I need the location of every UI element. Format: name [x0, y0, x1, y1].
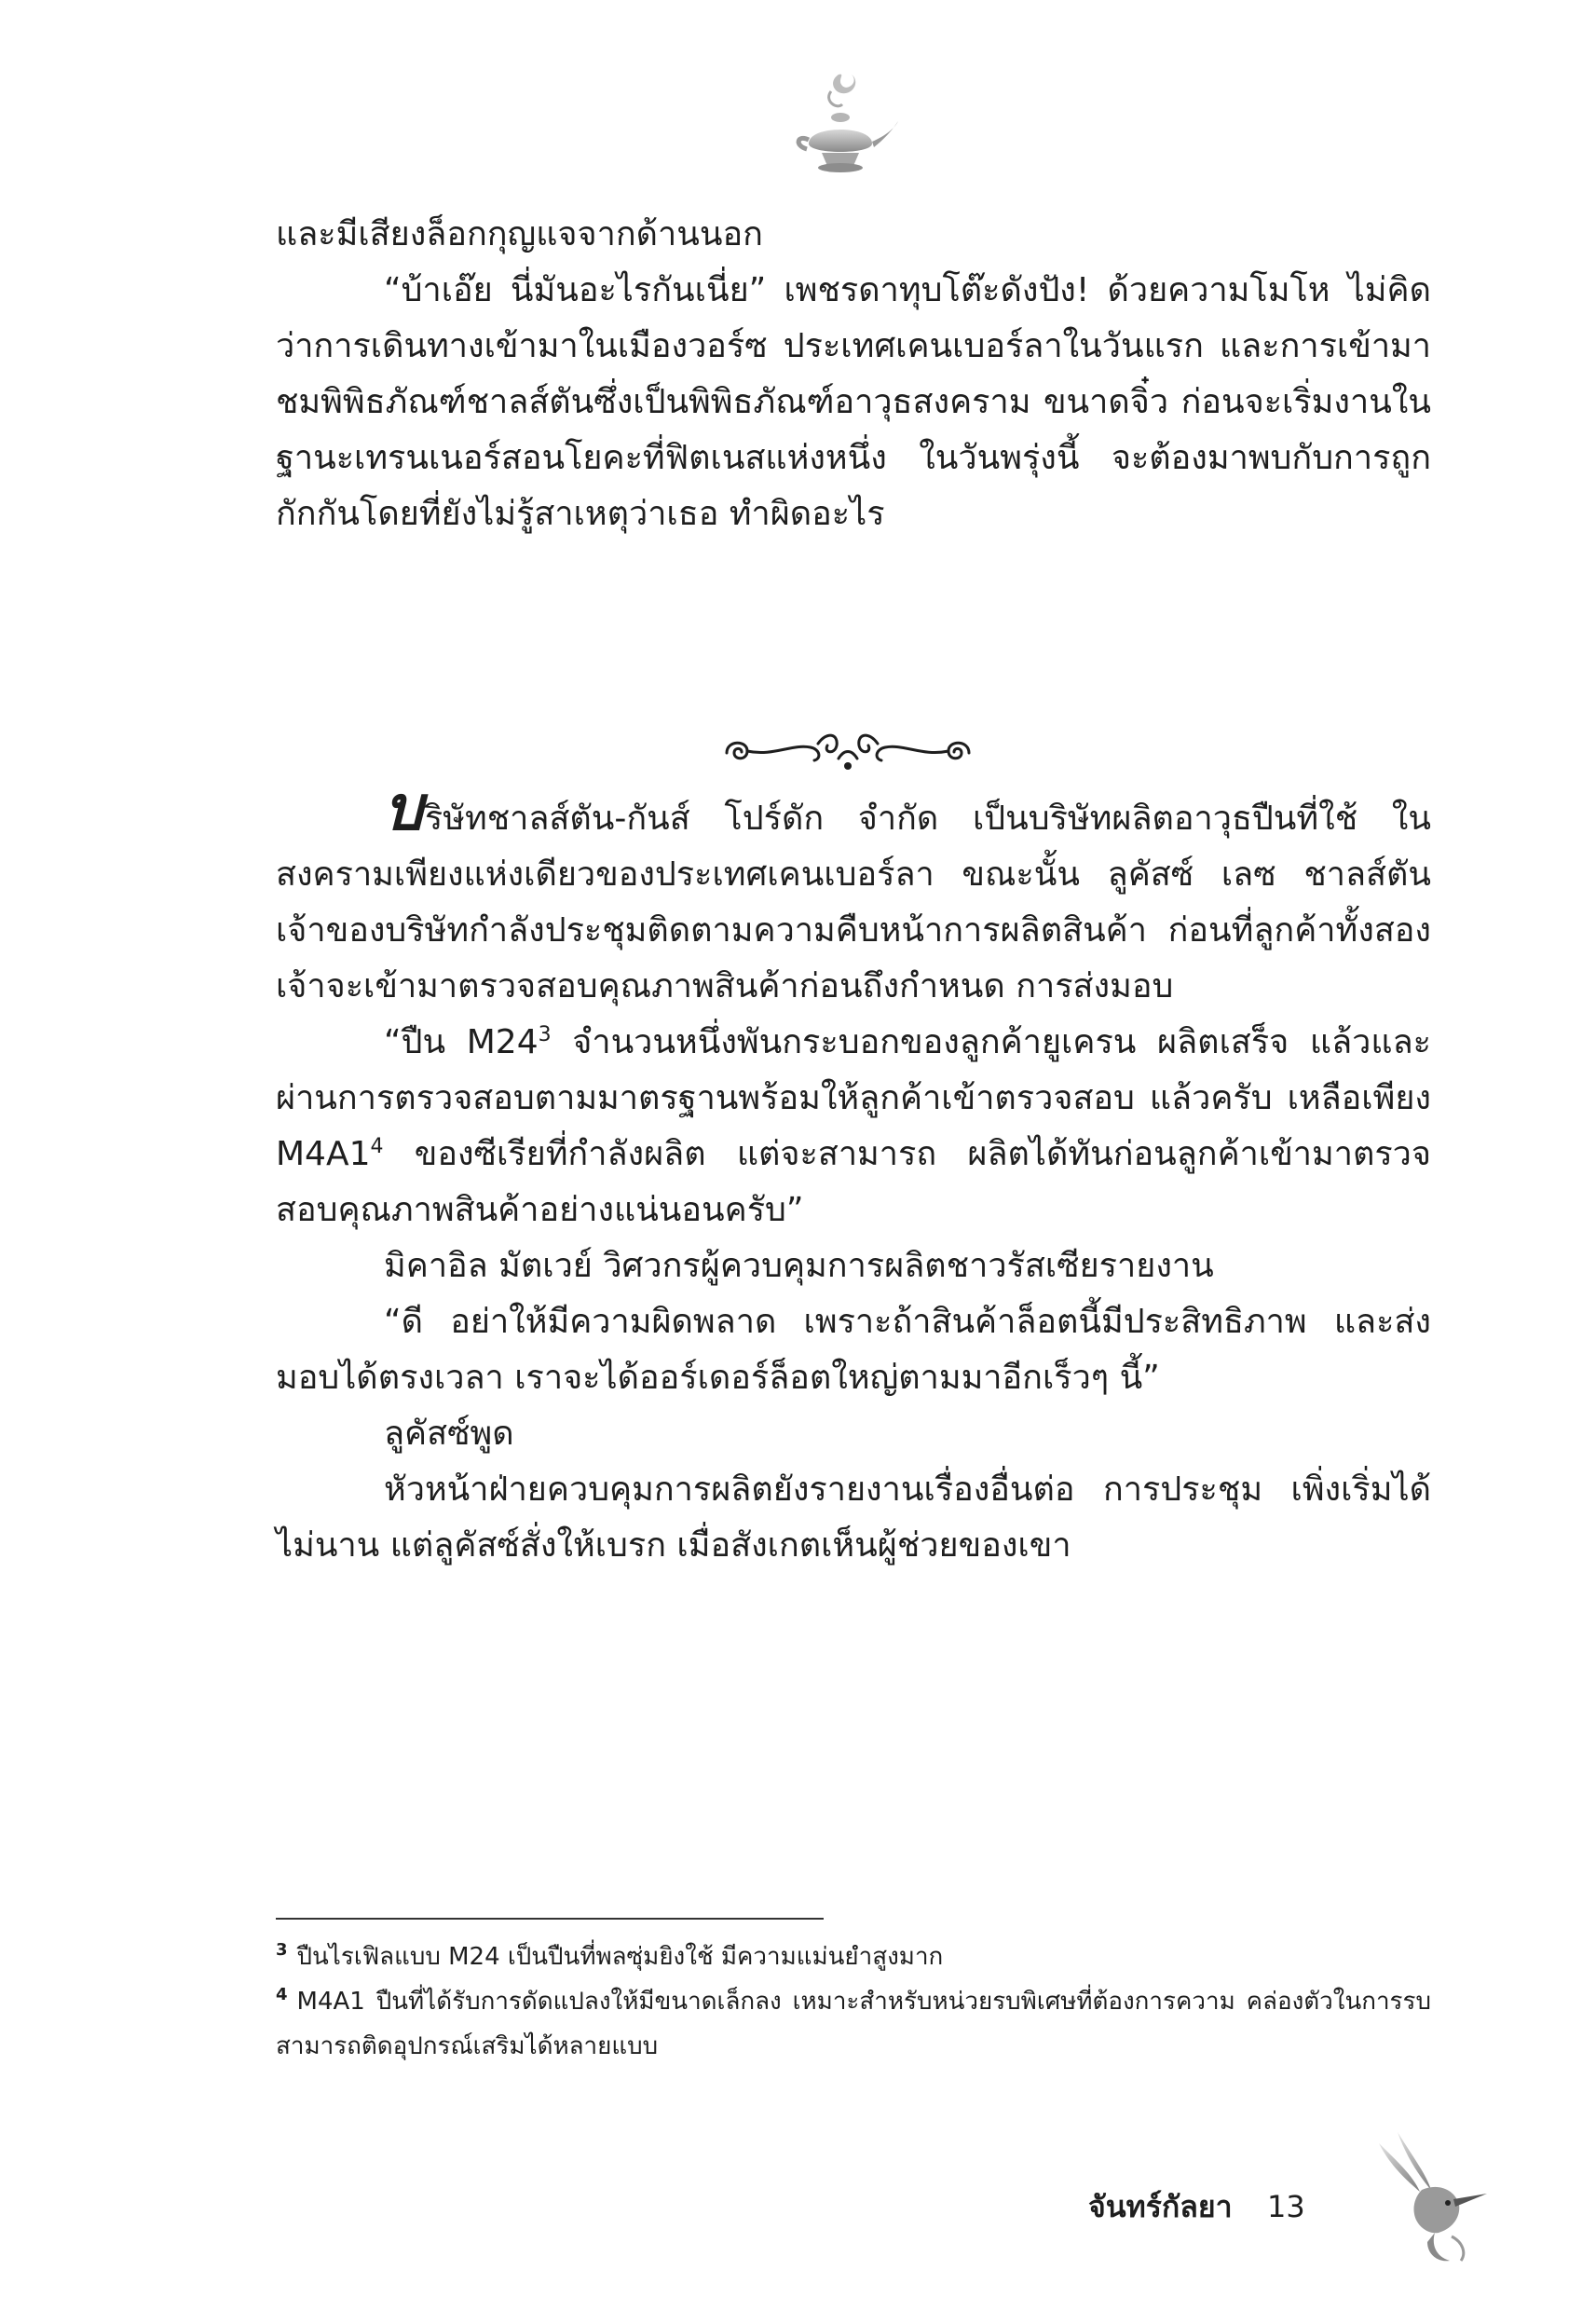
- paragraph: หัวหน้าฝ่ายควบคุมการผลิตยังรายงานเรื่องอื่นต่อ การประชุม เพิ่งเริ่มได้ไม่นาน แต่ลูคัสซ์สั่งให้เบรก เมื่อสังเกตเห็นผู้ช่วยของเขา: [276, 1470, 1431, 1565]
- paragraph-text: ริษัทชาลส์ตัน-กันส์ โปร์ดัก จำกัด เป็นบริษัทผลิตอาวุธปืนที่ใช้ ในสงครามเพียงแห่งเดียวของประเทศเคนเบอร์ลา ขณะนั้น ลูคัสซ์ เลซ ชาลส์ตัน เจ้าของบริษัทกำลังประชุมติดตามความคืบหน้าการผลิตสินค้า ก่อนที่ลูกค้าทั้งสองเจ้าจะเข้ามาตรวจสอบคุณภาพสินค้าก่อนถึงกำหนด การส่งมอบ: [276, 800, 1431, 1005]
- paragraph: “บ้าเอ๊ย นี่มันอะไรกันเนี่ย” เพชรดาทุบโต๊ะดังปัง! ด้วยความโมโห ไม่คิดว่าการเดินทางเข้ามาในเมืองวอร์ซ ประเทศเคนเบอร์ลาในวันแรก และการเข้ามาชมพิพิธภัณฑ์ชาลส์ตันซึ่งเป็นพิพิธภัณฑ์อาวุธสงคราม ขนาดจิ๋ว ก่อนจะเริ่มงานในฐานะเทรนเนอร์สอนโยคะที่ฟิตเนสแห่งหนึ่ง ในวันพรุ่งนี้ จะต้องมาพบกับการถูกกักกันโดยที่ยังไม่รู้สาเหตุว่าเธอ ทำผิดอะไร: [276, 271, 1431, 533]
- opening-paragraph: [276, 772, 1431, 1015]
- footnote-number: 4: [276, 1985, 288, 2005]
- hummingbird-icon: [1342, 2125, 1491, 2264]
- drop-cap: บ: [384, 772, 423, 844]
- dialogue-text: ของซีเรียที่กำลังผลิต แต่จะสามารถ ผลิตได้ทันก่อนลูกค้าเข้ามาตรวจสอบคุณภาพสินค้าอย่างแน่นอนครับ”: [276, 1135, 1431, 1229]
- footnote-divider: [276, 1918, 824, 1920]
- footnote: [276, 1979, 1431, 2069]
- dialogue-paragraph: [276, 1015, 1431, 1238]
- page-number: 13: [1267, 2189, 1305, 2224]
- footnote: [276, 1935, 1431, 1979]
- footnote-ref: 3: [538, 1023, 552, 1046]
- magic-lamp-icon: [781, 63, 902, 185]
- scroll-ornament-icon: [708, 721, 988, 777]
- paragraph: ลูคัสซ์พูด: [384, 1415, 514, 1453]
- chapter-section: [276, 772, 1431, 1574]
- footnote-ref: 4: [370, 1135, 384, 1158]
- opening-paragraphs: [276, 207, 1431, 542]
- dialogue-text: “ปืน M24: [384, 1023, 539, 1061]
- dialogue-text: จำนวนหนึ่งพันกระบอกของลูกค้ายูเครน ผลิตเสร็จ แล้วและผ่านการตรวจสอบตามมาตรฐานพร้อมให้ลูกค้าเข้าตรวจสอบ แล้วครับ เหลือเพียง M4A1: [276, 1023, 1431, 1173]
- dialogue-paragraph: “ดี อย่าให้มีความผิดพลาด เพราะถ้าสินค้าล็อตนี้มีประสิทธิภาพ และส่งมอบได้ตรงเวลา เราจะได้ออร์เดอร์ล็อตใหญ่ตามมาอีกเร็วๆ นี้”: [276, 1303, 1431, 1397]
- footnote-number: 3: [276, 1940, 288, 1961]
- footnote-text: M4A1 ปืนที่ได้รับการดัดแปลงให้มีขนาดเล็กลง เหมาะสำหรับหน่วยรบพิเศษที่ต้องการความ คล่องตัวในการรบ สามารถติดอุปกรณ์เสริมได้หลายแบบ: [276, 1988, 1431, 2060]
- running-footer-title: จันทร์กัลยา: [1088, 2189, 1233, 2224]
- paragraph: และมีเสียงล็อกกุญแจจากด้านนอก: [276, 215, 763, 253]
- footnote-text: ปืนไรเฟิลแบบ M24 เป็นปืนที่พลซุ่มยิงใช้ มีความแม่นยำสูงมาก: [296, 1943, 944, 1971]
- paragraph: มิคาอิล มัตเวย์ วิศวกรผู้ควบคุมการผลิตชาวรัสเซียรายงาน: [384, 1247, 1214, 1285]
- footnotes: [276, 1935, 1431, 2069]
